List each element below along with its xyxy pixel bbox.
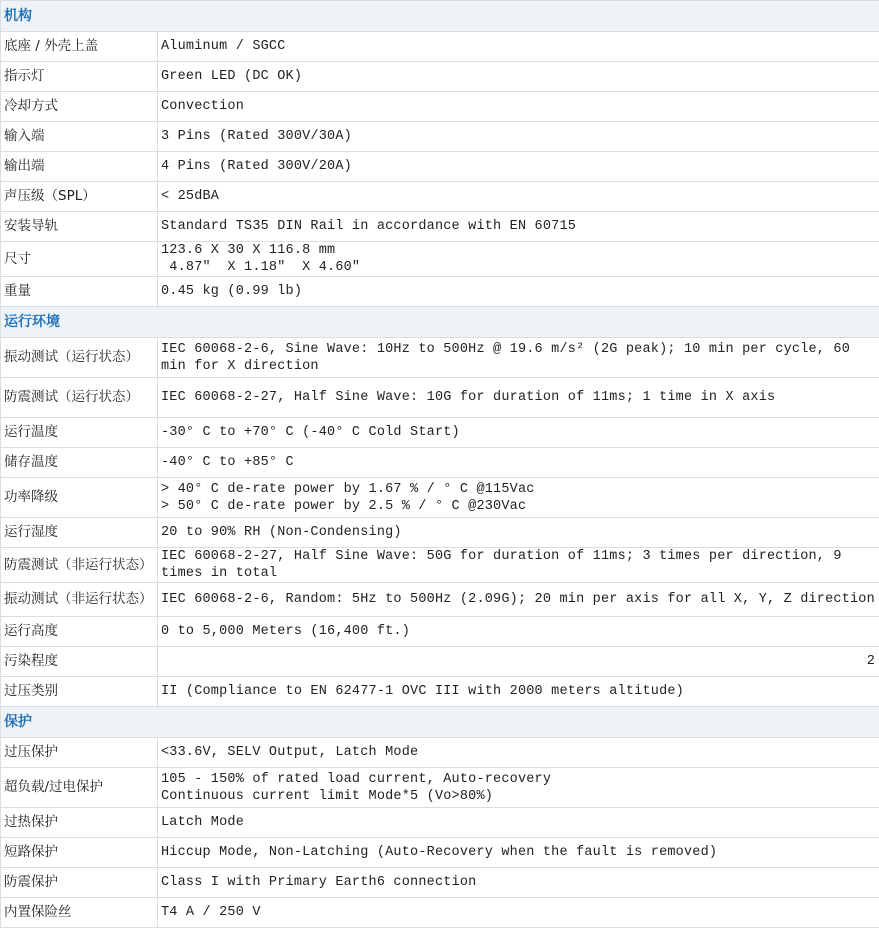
- row-value: < 25dBA: [158, 182, 879, 212]
- row-label: 过热保护: [1, 808, 158, 838]
- table-row: [1, 152, 879, 182]
- row-value: IEC 60068-2-27, Half Sine Wave: 50G for duration of 11ms; 3 times per direction, 9 times in total: [158, 548, 879, 583]
- row-value: II (Compliance to EN 62477-1 OVC III with 2000 meters altitude): [158, 677, 879, 707]
- row-label: 重量: [1, 277, 158, 307]
- row-label: 运行高度: [1, 617, 158, 647]
- table-row: [1, 478, 879, 518]
- row-label: 过压保护: [1, 738, 158, 768]
- row-value: 0.45 kg (0.99 lb): [158, 277, 879, 307]
- row-value: IEC 60068-2-6, Sine Wave: 10Hz to 500Hz @ 19.6 m/s² (2G peak); 10 min per cycle, 60 min for X direction: [158, 338, 879, 378]
- row-label: 底座 / 外壳上盖: [1, 32, 158, 62]
- row-label: 防震保护: [1, 868, 158, 898]
- table-row: [1, 518, 879, 548]
- table-row: [1, 617, 879, 647]
- row-value: -30° C to +70° C (-40° C Cold Start): [158, 418, 879, 448]
- row-value: Latch Mode: [158, 808, 879, 838]
- table-row: [1, 338, 879, 378]
- row-value: Class I with Primary Earth6 connection: [158, 868, 879, 898]
- row-label: 指示灯: [1, 62, 158, 92]
- section-header: [1, 1, 879, 32]
- row-value: Hiccup Mode, Non-Latching (Auto-Recovery when the fault is removed): [158, 838, 879, 868]
- row-value: [158, 242, 879, 277]
- row-value: 3 Pins (Rated 300V/30A): [158, 122, 879, 152]
- row-value: 20 to 90% RH (Non-Condensing): [158, 518, 879, 548]
- row-label: 运行温度: [1, 418, 158, 448]
- row-value: [158, 478, 879, 518]
- table-row: [1, 583, 879, 617]
- table-row: [1, 647, 879, 677]
- row-label: 尺寸: [1, 242, 158, 277]
- row-label: 冷却方式: [1, 92, 158, 122]
- row-label: 超负载/过电保护: [1, 768, 158, 808]
- value-line: 4.87″ X 1.18″ X 4.60″: [161, 259, 876, 276]
- section-header: [1, 707, 879, 738]
- value-line: 105 - 150% of rated load current, Auto-recovery: [161, 771, 876, 788]
- section-header: [1, 307, 879, 338]
- row-label: 运行湿度: [1, 518, 158, 548]
- table-row: [1, 418, 879, 448]
- table-row: [1, 808, 879, 838]
- table-row: [1, 32, 879, 62]
- table-row: [1, 62, 879, 92]
- value-line: > 50° C de-rate power by 2.5 % / ° C @230Vac: [161, 498, 876, 515]
- row-label: 输出端: [1, 152, 158, 182]
- table-row: [1, 122, 879, 152]
- row-label: 短路保护: [1, 838, 158, 868]
- table-row: [1, 898, 879, 928]
- value-line: 123.6 X 30 X 116.8 mm: [161, 242, 876, 259]
- section-title-environment: 运行环境: [1, 307, 879, 338]
- row-value: IEC 60068-2-27, Half Sine Wave: 10G for duration of 11ms; 1 time in X axis: [158, 378, 879, 418]
- table-row: [1, 448, 879, 478]
- section-title-mechanical: 机构: [1, 1, 879, 32]
- table-row: [1, 242, 879, 277]
- row-value: -40° C to +85° C: [158, 448, 879, 478]
- row-value: 4 Pins (Rated 300V/20A): [158, 152, 879, 182]
- row-label: 功率降级: [1, 478, 158, 518]
- row-label: 输入端: [1, 122, 158, 152]
- row-value: 0 to 5,000 Meters (16,400 ft.): [158, 617, 879, 647]
- table-row: [1, 768, 879, 808]
- row-label: 安装导轨: [1, 212, 158, 242]
- table-row: [1, 378, 879, 418]
- row-value: Green LED (DC OK): [158, 62, 879, 92]
- row-label: 振动测试（非运行状态）: [1, 583, 158, 617]
- row-label: 过压类别: [1, 677, 158, 707]
- row-label: 防震测试（运行状态）: [1, 378, 158, 418]
- row-label: 防震测试（非运行状态）: [1, 548, 158, 583]
- row-label: 储存温度: [1, 448, 158, 478]
- row-label: 污染程度: [1, 647, 158, 677]
- table-row: [1, 182, 879, 212]
- table-row: [1, 677, 879, 707]
- row-value: <33.6V, SELV Output, Latch Mode: [158, 738, 879, 768]
- table-row: [1, 738, 879, 768]
- row-value: Standard TS35 DIN Rail in accordance with EN 60715: [158, 212, 879, 242]
- row-label: 振动测试（运行状态）: [1, 338, 158, 378]
- row-value: [158, 768, 879, 808]
- table-row: [1, 212, 879, 242]
- section-title-protection: 保护: [1, 707, 879, 738]
- table-row: [1, 92, 879, 122]
- value-line: Continuous current limit Mode*5 (Vo>80%): [161, 788, 876, 805]
- table-row: [1, 868, 879, 898]
- row-label: 声压级（SPL）: [1, 182, 158, 212]
- value-line: > 40° C de-rate power by 1.67 % / ° C @115Vac: [161, 481, 876, 498]
- table-row: [1, 277, 879, 307]
- table-row: [1, 548, 879, 583]
- row-value: IEC 60068-2-6, Random: 5Hz to 500Hz (2.09G); 20 min per axis for all X, Y, Z direction: [158, 583, 879, 617]
- row-value: 2: [158, 647, 879, 677]
- row-label: 内置保险丝: [1, 898, 158, 928]
- table-row: [1, 838, 879, 868]
- row-value: Aluminum / SGCC: [158, 32, 879, 62]
- row-value: Convection: [158, 92, 879, 122]
- row-value: T4 A / 250 V: [158, 898, 879, 928]
